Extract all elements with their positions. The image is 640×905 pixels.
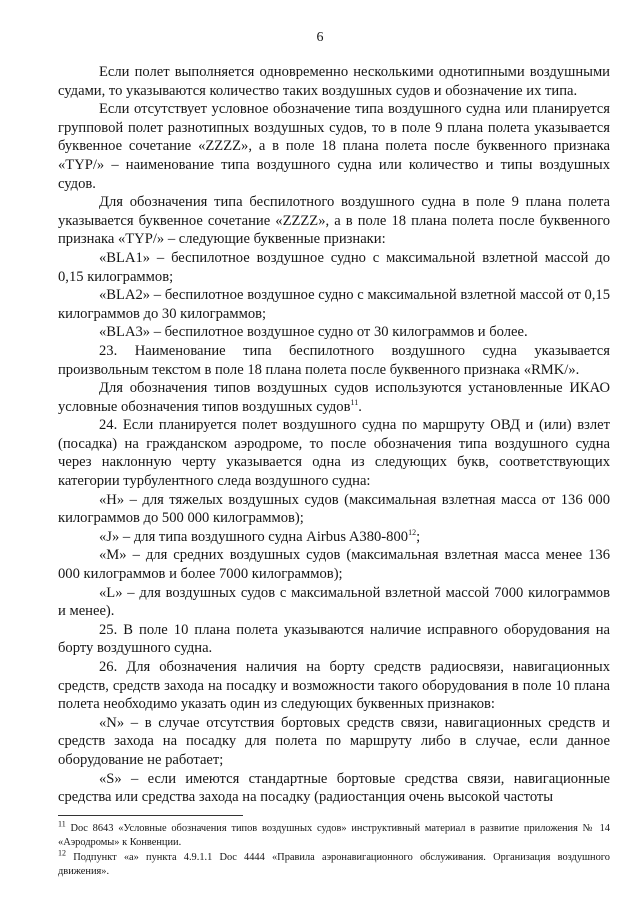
paragraph: «BLA3» – беспилотное воздушное судно от 30 килограммов и более. — [99, 324, 528, 341]
paragraph: «J» – для типа воздушного судна Airbus $A380-800^{12}$; — [99, 527, 421, 545]
paragraph: 24. Если планируется полет воздушного судна по маршруту ОВД и (или) взлет (посадка) на гражданском аэродроме, то после обозначения типа воздушного судна через наклонную черту указывается одна из следующих букв, соответствующих категории турбулентного следа воздушного судна: — [58, 417, 610, 490]
paragraph: Для обозначения типа беспилотного воздушного судна в поле 9 плана полета указывается буквенное сочетание «ZZZZ», а в поле 18 плана полета после буквенного признака «TYP/» – следующие буквенные признаки: — [58, 194, 610, 248]
paragraph: Для обозначения типов воздушных судов используются установленные ИКАО условные обозначения типов воздушных судов$^{11}$. — [58, 380, 610, 415]
footnote-text: Подпункт «а» пункта 4.9.1.1 Doc 4444 «Правила аэронавигационного обслуживания. Организация воздушного движения». — [58, 852, 610, 877]
paragraph: 23. Наименование типа беспилотного воздушного судна указывается произвольным текстом в поле 18 плана полета после буквенного признака «RMK/». — [58, 342, 610, 378]
paragraph: «M» – для средних воздушных судов (максимальная взлетная масса менее 136 000 килограммов и более 7000 килограммов); — [58, 547, 610, 583]
paragraph: «BLA1» – беспилотное воздушное судно с максимальной взлетной массой до 0,15 килограммов; — [58, 249, 610, 285]
paragraph: «S» – если имеются стандартные бортовые средства связи, навигационные средства или средства захода на посадку (радиостанция очень высокой частоты — [58, 770, 610, 806]
footnote-ref: 11 — [350, 397, 359, 407]
page-number: 6 — [316, 30, 324, 45]
paragraph: «H» – для тяжелых воздушных судов (максимальная взлетная масса от 136 000 килограммов до 500 000 килограммов); — [58, 491, 610, 527]
footnote-divider — [58, 815, 243, 816]
footnote-mark: 11 — [58, 819, 66, 829]
paragraph: «L» – для воздушных судов с максимальной взлетной массой 7000 килограммов и менее). — [58, 584, 610, 620]
paragraph: Если полет выполняется одновременно несколькими однотипными воздушными судами, то указываются количество таких воздушных судов и обозначение их типа. — [58, 64, 610, 99]
footnote-text: Doc 8643 «Условные обозначения типов воздушных судов» инструктивный материал в развитие приложения № 14 «Аэродромы» к Конвенции. — [58, 823, 610, 848]
paragraph: «N» – в случае отсутствия бортовых средств связи, навигационных средств и средств захода на посадку для полета по маршруту либо в случае, если данное оборудование не работает; — [58, 714, 610, 768]
paragraph-text: «J» – для типа воздушного судна Airbus A380-800 — [99, 528, 409, 545]
footnote-mark: 12 — [58, 848, 66, 858]
paragraph-text: Для обозначения типов воздушных судов используются установленные ИКАО условные обозначения типов воздушных судов — [58, 380, 610, 415]
paragraph: 26. Для обозначения наличия на борту средств радиосвязи, навигационных средств, средств захода на посадку и возможности такого оборудования в поле 10 плана полета необходимо указать один из следующих буквенных признаков: — [58, 659, 610, 713]
footnote — [58, 848, 610, 879]
paragraph: 25. В поле 10 плана полета указываются наличие исправного оборудования на борту воздушного судна. — [58, 621, 610, 657]
paragraph: Если отсутствует условное обозначение типа воздушного судна или планируется групповой полет разнотипных воздушных судов, то в поле 9 плана полета указывается буквенное сочетание «ZZZZ», а в поле 18 плана полета после буквенного признака «TYP/» – наименование типа воздушного судна или количество и типы воздушных судов. — [58, 101, 610, 192]
footnote-ref: 12 — [408, 527, 417, 537]
document-body — [58, 63, 610, 807]
paragraph: «BLA2» – беспилотное воздушное судно с максимальной взлетной массой от 0,15 килограммов до 30 килограммов; — [58, 287, 610, 322]
footnote — [58, 819, 610, 850]
